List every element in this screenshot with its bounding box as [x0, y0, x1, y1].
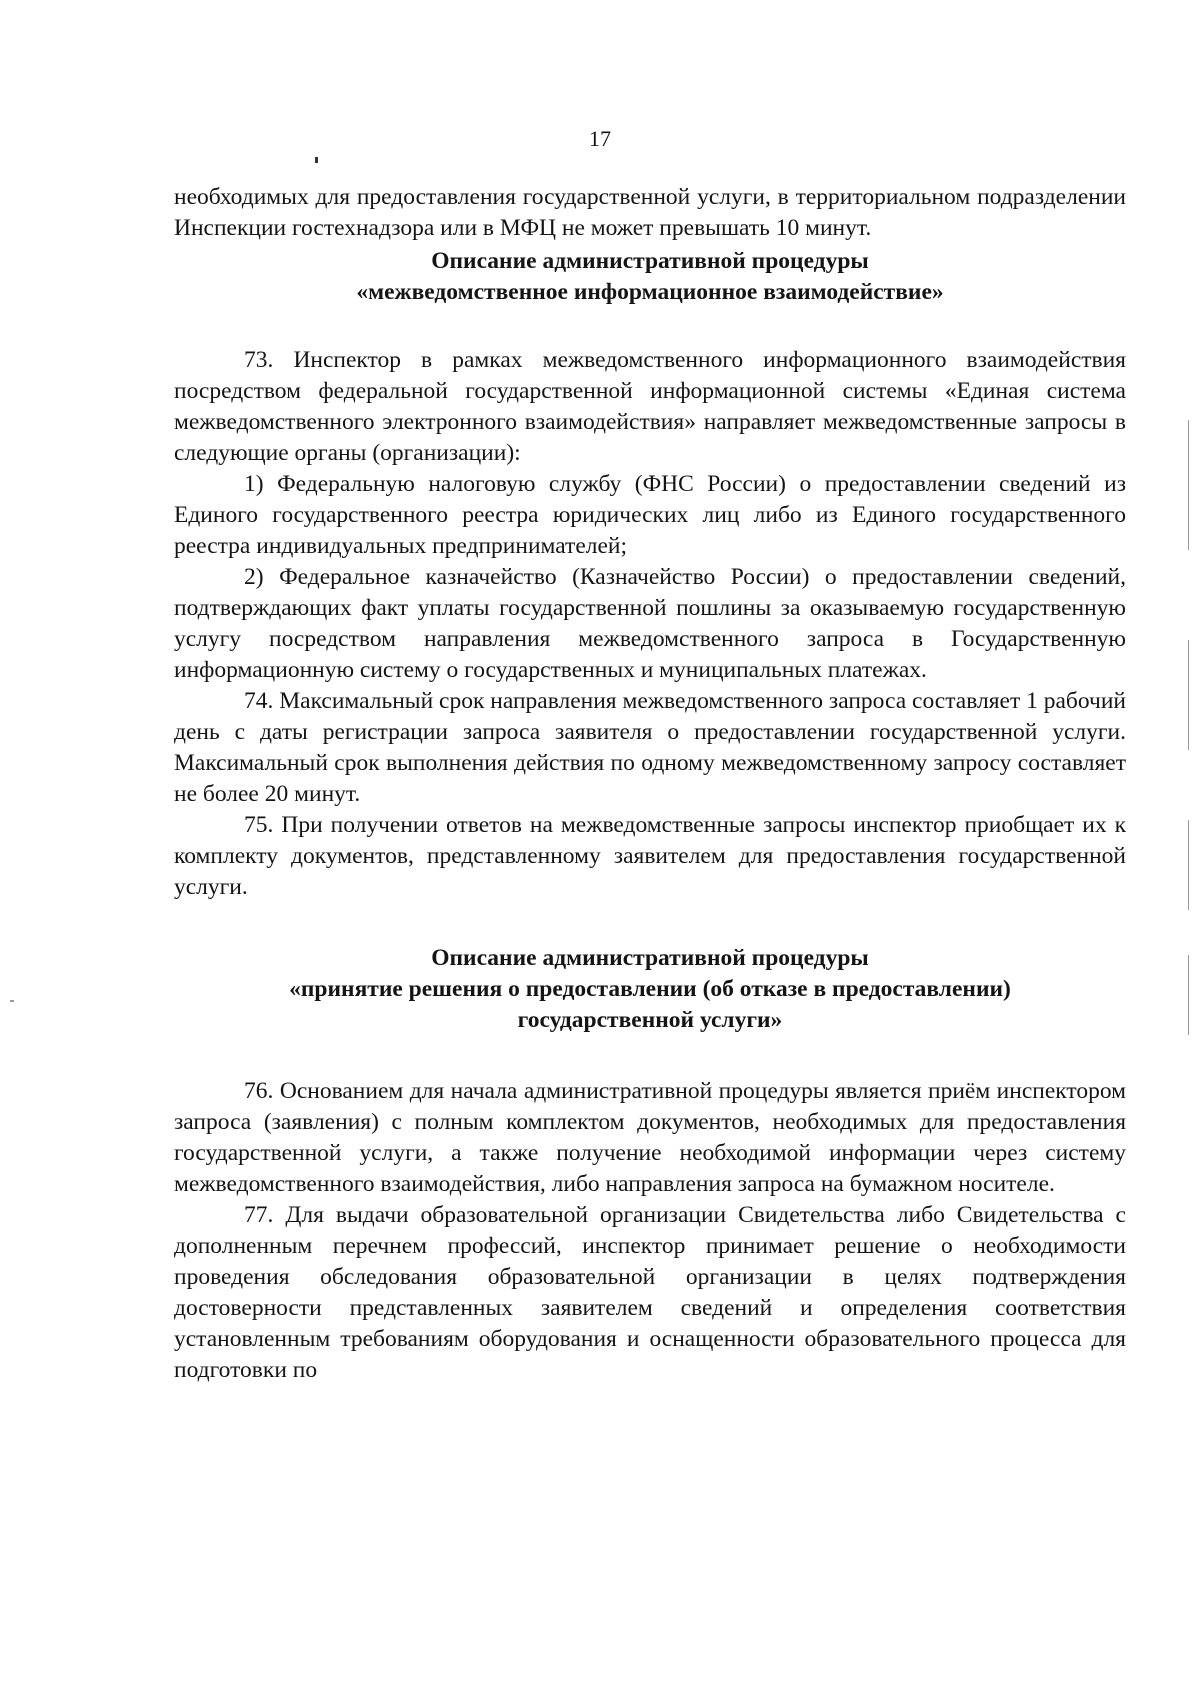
paragraph-continuation: необходимых для предоставления государственной услуги, в территориальном подразделении Инспекции гостехнадзора или в МФЦ не может превышать 10 минут. — [174, 184, 1126, 241]
section-heading-decision — [174, 943, 1126, 1036]
paragraph-73-item-2: 2) Федеральное казначейство (Казначейство России) о предоставлении сведений, подтверждающих факт уплаты государственной пошлины за оказываемую государственную услугу посредством направления межведомственного запроса в Государственную информационную систему о государственных и муниципальных платежах. — [174, 564, 1126, 683]
page-number: 17 — [589, 126, 611, 151]
paragraph-73-item-1: 1) Федеральную налоговую службу (ФНС России) о предоставлении сведений из Единого государственного реестра юридических лиц либо из Единого государственного реестра индивидуальных предпринимателей; — [174, 471, 1126, 559]
document-body — [174, 182, 1126, 1386]
paragraph-77: 77. Для выдачи образовательной организации Свидетельства либо Свидетельства с дополненным перечнем профессий, инспектор принимает решение о необходимости проведения обследования образовательной организации в целях подтверждения достоверности представленных заявителем сведений и определения соответствия установленным требованиям оборудования и оснащенности образовательного процесса для подготовки по — [174, 1202, 1126, 1383]
scan-mark-right-edge — [1188, 820, 1189, 910]
paragraph-74: 74. Максимальный срок направления межведомственного запроса составляет 1 рабочий день с даты регистрации запроса заявителя о предоставлении государственной услуги. Максимальный срок выполнения действия по одному межведомственному запросу составляет не более 20 минут. — [174, 688, 1126, 807]
scan-mark-right-edge — [1188, 955, 1189, 1035]
scan-mark-left-dash — [10, 1000, 14, 1002]
scan-mark-right-edge — [1188, 640, 1189, 750]
scan-mark-dot — [315, 157, 318, 163]
paragraph-76: 76. Основанием для начала административной процедуры является приём инспектором запроса (заявления) с полным комплектом документов, необходимых для предоставления государственной услуги, а также получение необходимой информации через систему межведомственного взаимодействия, либо направления запроса на бумажном носителе. — [174, 1078, 1126, 1197]
heading-line: «межведомственное информационное взаимодействие» — [356, 279, 944, 305]
section-heading-interagency — [174, 246, 1126, 308]
heading-line: Описание административной процедуры — [431, 248, 869, 274]
heading-line: Описание административной процедуры — [431, 945, 869, 971]
heading-line: «принятие решения о предоставлении (об отказе в предоставлении) — [289, 976, 1011, 1002]
scan-mark-right-edge — [1188, 420, 1189, 550]
paragraph-73: 73. Инспектор в рамках межведомственного информационного взаимодействия посредством федеральной государственной информационной системы «Единая система межведомственного электронного взаимодействия» направляет межведомственные запросы в следующие органы (организации): — [174, 347, 1126, 466]
heading-line: государственной услуги» — [517, 1007, 783, 1033]
paragraph-75: 75. При получении ответов на межведомственные запросы инспектор приобщает их к комплекту документов, представленному заявителем для предоставления государственной услуги. — [174, 812, 1126, 900]
